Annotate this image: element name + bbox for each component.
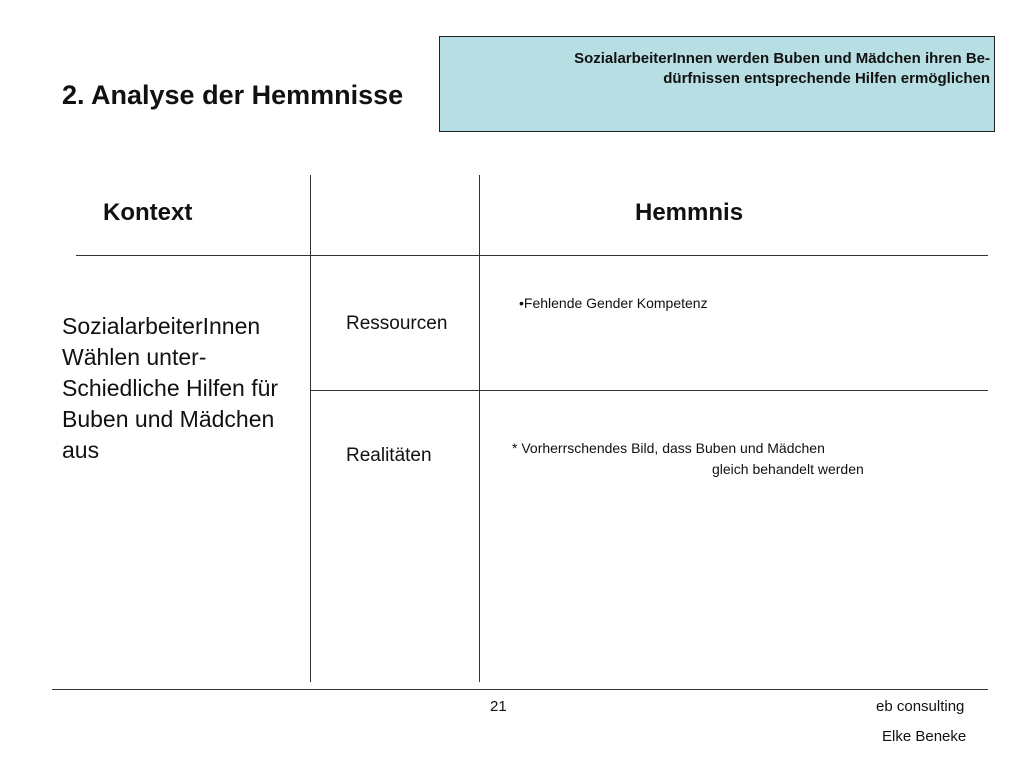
row-divider: [311, 390, 988, 391]
goal-line-2: dürfnissen entsprechende Hilfen ermöglichen: [663, 70, 990, 87]
obstacle-ressourcen: [519, 293, 708, 314]
context-line: Wählen unter-: [62, 344, 207, 370]
column-divider-2: [479, 175, 480, 682]
obstacle-line: •Fehlende Gender Kompetenz: [519, 295, 708, 311]
goal-line-1: SozialarbeiterInnen werden Buben und Mädchen ihren Be-: [574, 50, 990, 67]
context-line: Buben und Mädchen: [62, 406, 275, 432]
header-kontext: Kontext: [103, 199, 193, 226]
page-number: 21: [490, 698, 507, 715]
context-line: aus: [62, 437, 100, 463]
row-label-ressourcen: Ressourcen: [346, 313, 448, 334]
context-line: SozialarbeiterInnen: [62, 313, 261, 339]
footer-author: Elke Beneke: [882, 728, 967, 745]
context-description: [62, 311, 312, 466]
context-line: Schiedliche Hilfen für: [62, 375, 279, 401]
slide-title: 2. Analyse der Hemmnisse: [62, 80, 404, 110]
row-label-realitaeten: Realitäten: [346, 445, 432, 466]
obstacle-line: * Vorherrschendes Bild, dass Buben und Mädchen: [512, 440, 825, 456]
header-divider: [76, 255, 988, 256]
footer-divider: [52, 689, 988, 690]
obstacle-line: gleich behandelt werden: [712, 461, 864, 477]
footer-company: eb consulting: [876, 698, 965, 715]
goal-box: [439, 36, 995, 132]
header-hemmnis: Hemmnis: [635, 199, 744, 226]
obstacle-realitaeten: [512, 438, 864, 480]
